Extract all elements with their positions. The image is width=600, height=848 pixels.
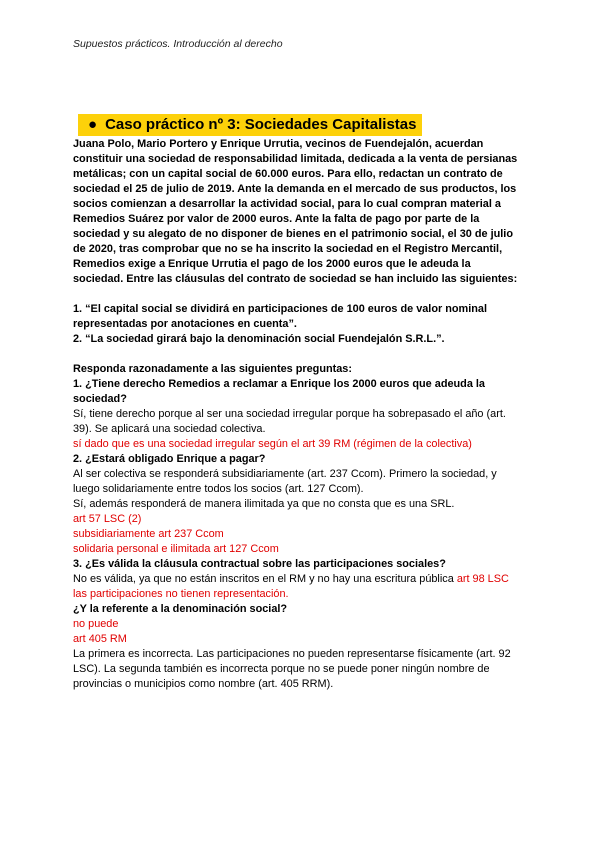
case-heading [78, 114, 422, 136]
correction-note: solidaria personal e ilimitada art 127 Ccom [73, 543, 279, 555]
question-text: 3. ¿Es válida la cláusula contractual sobre las participaciones sociales? [73, 558, 446, 570]
question-text: sociedad? [73, 393, 127, 405]
answer-line: Al ser colectiva se responderá subsidiariamente (art. 237 Ccom). Primero la sociedad, y [73, 468, 497, 480]
statement-line: sociedad y su alegato de no disponer de bienes en el patrimonio social, el 30 de julio [73, 228, 513, 240]
correction-note: no puede [73, 618, 119, 630]
page-header: Supuestos prácticos. Introducción al derecho [73, 38, 283, 50]
answer-line: Sí, además responderá de manera ilimitada ya que no consta que es una SRL. [73, 498, 455, 510]
bullet-icon: ● [88, 116, 98, 133]
correction-note: art 405 RM [73, 633, 127, 645]
answer-line: 39). Se aplicará una sociedad colectiva. [73, 423, 266, 435]
statement-line: constituir una sociedad de responsabilidad limitada, dedicada a la venta de persianas [73, 153, 518, 165]
question-text: 1. ¿Tiene derecho Remedios a reclamar a Enrique los 2000 euros que adeuda la [73, 378, 485, 390]
clause-line: representadas por anotaciones en cuenta”. [73, 318, 297, 330]
answer-line [73, 572, 533, 587]
case-statement [73, 137, 533, 287]
instructions: Responda razonadamente a las siguientes preguntas: [73, 363, 352, 375]
statement-line: sociedad. Entre las cláusulas del contrato de sociedad se han incluido las siguientes: [73, 273, 518, 285]
question-1 [73, 377, 533, 452]
answer-line: provincias o municipios como nombre (art. 405 RRM). [73, 678, 334, 690]
question-2 [73, 452, 533, 557]
case-title: Caso práctico nº 3: Sociedades Capitalistas [105, 116, 417, 133]
question-4 [73, 602, 533, 692]
statement-line: Remedios exige a Enrique Urrutia el pago de los 2000 euros que le adeuda la [73, 258, 471, 270]
answer-line: La primera es incorrecta. Las participaciones no pueden representarse físicamente (art. 92 [73, 648, 511, 660]
correction-note: sí dado que es una sociedad irregular según el art 39 RM (régimen de la colectiva) [73, 438, 472, 450]
statement-line: socios comienzan a desarrollar la actividad social, para lo cual compran material a [73, 198, 501, 210]
clause-line: 2. “La sociedad girará bajo la denominación social Fuendejalón S.R.L.”. [73, 333, 445, 345]
answer-line: LSC). La segunda también es incorrecta porque no se puede poner ningún nombre de [73, 663, 490, 675]
question-3 [73, 557, 533, 602]
answer-text: No es válida, ya que no están inscritos en el RM y no hay una escritura pública [73, 573, 457, 585]
question-text: 2. ¿Estará obligado Enrique a pagar? [73, 453, 266, 465]
correction-note: art 98 LSC [456, 573, 509, 585]
answer-line: luego solidariamente entre todos los socios (art. 127 Ccom). [73, 483, 364, 495]
correction-note: subsidiariamente art 237 Ccom [73, 528, 224, 540]
statement-line: Remedios Suárez por valor de 2000 euros. Ante la falta de pago por parte de la [73, 213, 480, 225]
correction-note: art 57 LSC (2) [73, 513, 142, 525]
answer-line: Sí, tiene derecho porque al ser una sociedad irregular porque ha sobrepasado el año (art. [73, 408, 506, 420]
clauses [73, 302, 533, 347]
statement-line: Juana Polo, Mario Portero y Enrique Urrutia, vecinos de Fuendejalón, acuerdan [73, 138, 484, 150]
clause-line: 1. “El capital social se dividirá en participaciones de 100 euros de valor nominal [73, 303, 488, 315]
question-text: ¿Y la referente a la denominación social? [73, 603, 288, 615]
statement-line: de 2020, tras comprobar que no se ha inscrito la sociedad en el Registro Mercantil, [73, 243, 503, 255]
statement-line: metálicas; con un capital social de 60.000 euros. Para ello, redactan un contrato de [73, 168, 503, 180]
correction-note: las participaciones no tienen representación. [73, 588, 289, 600]
case-content [73, 137, 533, 692]
statement-line: sociedad el 25 de julio de 2019. Ante la demanda en el mercado de sus productos, los [73, 183, 517, 195]
